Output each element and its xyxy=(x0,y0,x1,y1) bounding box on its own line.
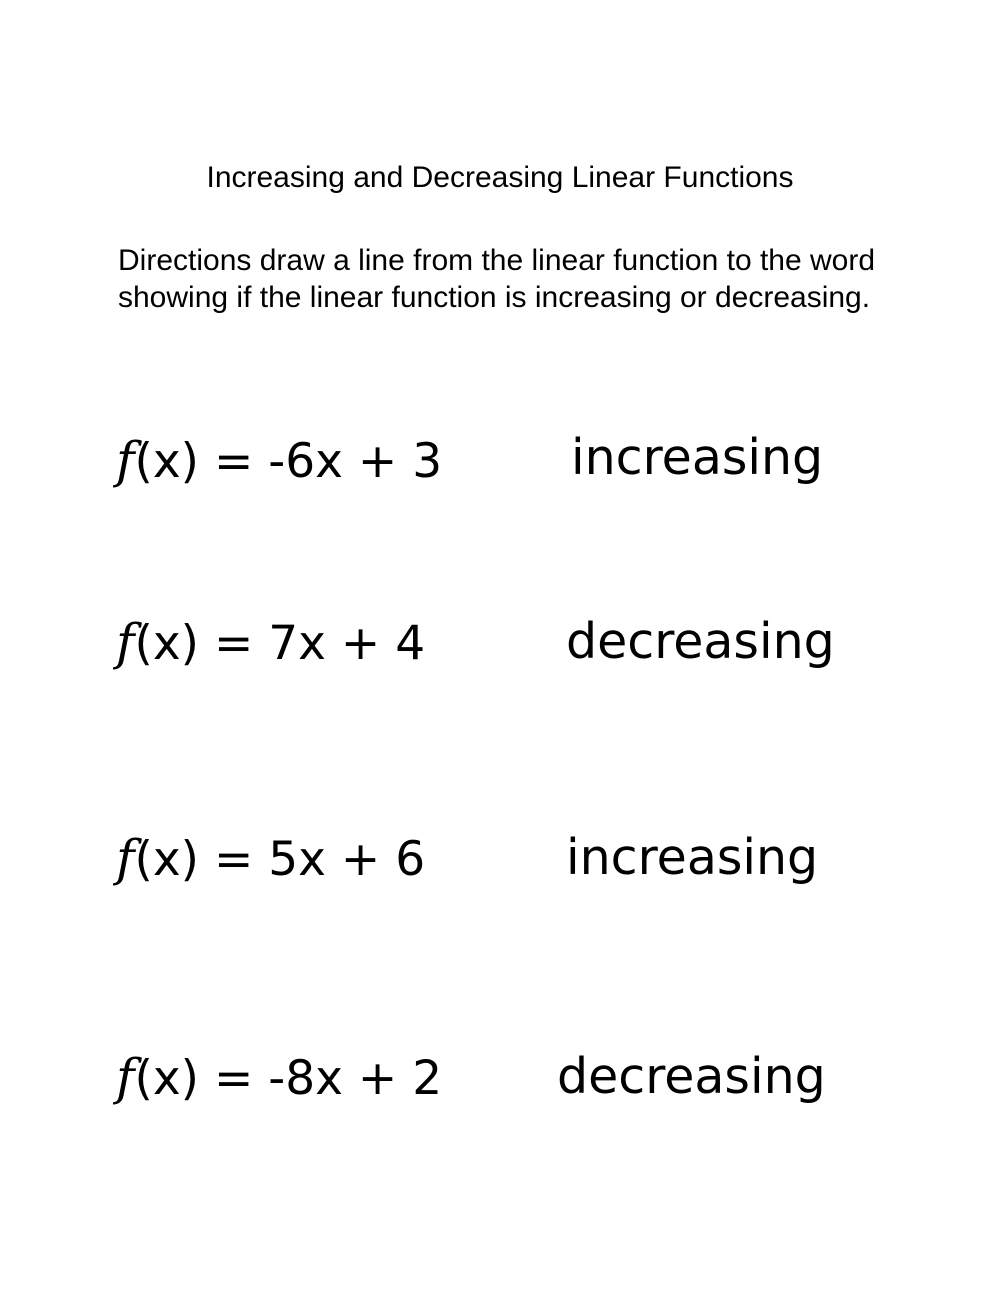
function-expression: (x) = -8x + 2 xyxy=(134,1051,443,1106)
function-name: f xyxy=(116,1048,135,1106)
function-name: f xyxy=(116,613,135,671)
function-4[interactable] xyxy=(116,1049,442,1107)
function-name: f xyxy=(116,829,135,887)
function-expression: (x) = 5x + 6 xyxy=(134,832,426,887)
word-decreasing-1[interactable]: decreasing xyxy=(566,613,835,670)
directions-text: Directions draw a line from the linear function to the word showing if the linear function is increasing or decreasing. xyxy=(118,244,876,314)
function-expression: (x) = -6x + 3 xyxy=(134,434,443,489)
function-2[interactable] xyxy=(116,614,425,672)
worksheet-title: Increasing and Decreasing Linear Functions xyxy=(206,161,794,194)
function-3[interactable] xyxy=(116,830,425,888)
function-expression: (x) = 7x + 4 xyxy=(134,616,426,671)
word-increasing-1[interactable]: increasing xyxy=(571,429,824,486)
word-increasing-2[interactable]: increasing xyxy=(566,829,819,886)
function-name: f xyxy=(116,431,135,489)
word-decreasing-2[interactable]: decreasing xyxy=(557,1048,826,1105)
function-1[interactable] xyxy=(116,432,442,490)
